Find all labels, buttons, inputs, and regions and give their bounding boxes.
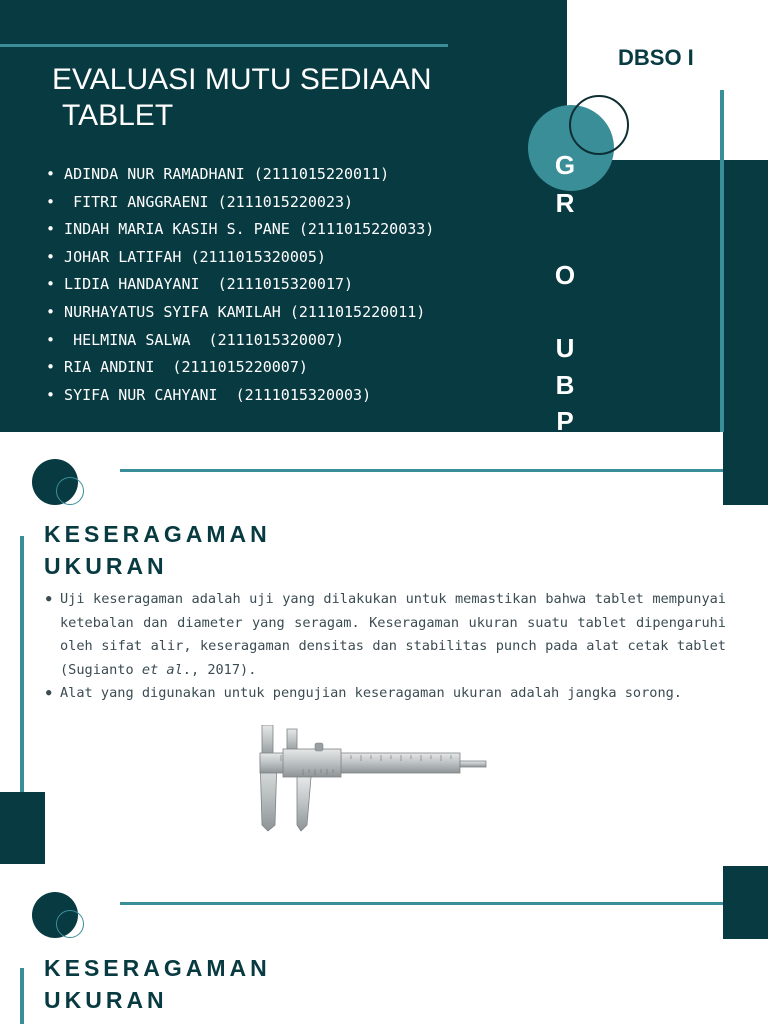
top-accent-line xyxy=(0,44,448,47)
paragraph-text: Uji keseragaman adalah uji yang dilakukan untuk memastikan bahwa tablet mempunyai ketebalan dan diameter yang seragam. Keseragaman ukuran suatu tablet dipengaruhi oleh sifat alir, keseragaman densitas dan stabilitas punch pada alat cetak tablet (Sugianto xyxy=(60,591,726,678)
member-item: • FITRI ANGGRAENI (2111015220023) xyxy=(46,192,354,211)
group-letter: B xyxy=(555,370,575,400)
section-body xyxy=(46,588,726,706)
right-panel xyxy=(567,160,768,432)
member-item: • INDAH MARIA KASIH S. PANE (2111015220033) xyxy=(46,220,435,239)
heading-line-2: UKURAN xyxy=(44,987,168,1013)
presentation-title xyxy=(52,62,522,134)
title-line-2: TABLET xyxy=(62,99,174,132)
bullet-paragraph xyxy=(46,588,726,682)
decorative-ring xyxy=(56,910,84,938)
paragraph-text: Alat yang digunakan untuk pengujian keseragaman ukuran adalah jangka sorong. xyxy=(60,685,682,701)
title-panel-edge xyxy=(0,0,45,432)
heading-line-1: KESERAGAMAN xyxy=(44,521,271,547)
heading-line-1: KESERAGAMAN xyxy=(44,955,271,981)
title-line-1: EVALUASI MUTU SEDIAAN xyxy=(52,63,432,96)
group-letter: G xyxy=(554,150,576,180)
class-code: DBSO I xyxy=(618,45,694,70)
group-letter: R xyxy=(555,188,575,218)
header-accent-line xyxy=(120,469,768,472)
decorative-square xyxy=(723,432,768,505)
paragraph-text: ., 2017). xyxy=(182,661,257,678)
group-letter: O xyxy=(554,260,576,290)
heading-line-2: UKURAN xyxy=(44,553,168,579)
member-list xyxy=(46,163,434,411)
decorative-square xyxy=(0,792,45,864)
member-item: • NURHAYATUS SYIFA KAMILAH (2111015220011) xyxy=(46,302,426,321)
member-item: • HELMINA SALWA (2111015320007) xyxy=(46,330,345,349)
citation-italic: et al xyxy=(141,661,183,678)
member-item: • RIA ANDINI (2111015220007) xyxy=(46,358,308,377)
right-accent-line xyxy=(720,90,724,432)
decorative-ring xyxy=(56,477,84,505)
member-item: • SYIFA NUR CAHYANI (2111015320003) xyxy=(46,385,372,404)
member-item: • JOHAR LATIFAH (2111015320005) xyxy=(46,247,326,266)
decorative-ring xyxy=(569,95,629,155)
group-letter: P xyxy=(556,406,574,436)
decorative-square xyxy=(723,866,768,939)
group-letter: U xyxy=(555,333,575,363)
bullet-paragraph xyxy=(46,682,726,706)
section-heading xyxy=(44,952,271,1016)
member-item: • LIDIA HANDAYANI (2111015320017) xyxy=(46,275,354,294)
section-heading xyxy=(44,518,271,582)
member-item: • ADINDA NUR RAMADHANI (2111015220011) xyxy=(46,165,390,183)
left-accent-line xyxy=(20,968,24,1024)
vernier-caliper-icon xyxy=(257,725,489,841)
header-accent-line xyxy=(120,902,768,905)
